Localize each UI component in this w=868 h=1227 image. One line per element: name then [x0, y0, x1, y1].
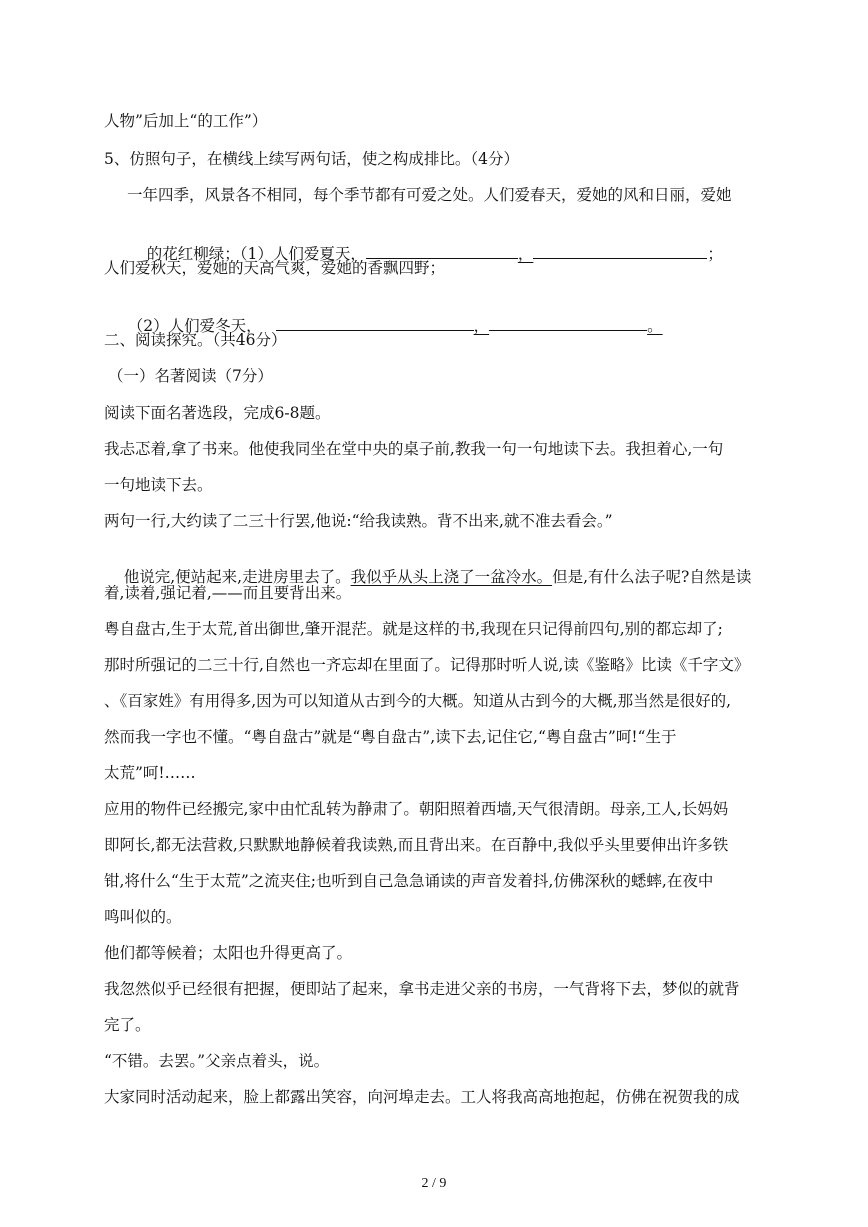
passage-line: 即阿长,都无法营救,只默默地静候着我读熟,而且背出来。在百静中,我似乎头里要伸出许多铁	[104, 836, 729, 854]
passage-line: 着,读着,强记着,——而且要背出来。	[104, 584, 352, 602]
blank-end: 。	[647, 317, 663, 335]
text-line: 人们爱秋天，爱她的天高气爽，爱她的香飘四野；	[104, 259, 446, 277]
answer-blank[interactable]	[533, 242, 707, 259]
answer-blank[interactable]	[276, 314, 474, 331]
text-segment: 的花红柳绿；（1）人们爱夏天，	[146, 245, 366, 263]
question-5-heading: 5、仿照句子，在横线上续写两句话，使之构成排比。（4分）	[104, 150, 519, 168]
passage-line: 应用的物件已经搬完,家中由忙乱转为静肃了。朝阳照着西墙,天气很清朗。母亲,工人,长妈妈	[104, 800, 729, 818]
passage-line: 他们都等候着；太阳也升得更高了。	[104, 944, 353, 962]
underlined-sentence: 我似乎从头上浇了一盆冷水。	[350, 568, 553, 586]
subsection-heading: （一）名著阅读（7分）	[108, 367, 273, 385]
blank-separator: ，	[473, 317, 490, 335]
text-segment: 但是,有什么法子呢?自然是读	[552, 568, 752, 586]
passage-line: 我忽然似乎已经很有把握，便即站了起来，拿书走进父亲的书房，一气背将下去，梦似的就背	[104, 980, 740, 998]
passage-line: 钳,将什么“生于太荒”之流夹住;也听到自己急急诵读的声音发着抖,仿佛深秋的蟋蟀,在夜中	[104, 872, 714, 890]
passage-line: 鸣叫似的。	[104, 908, 182, 926]
instruction-line: 阅读下面名著选段，完成6-8题。	[104, 404, 331, 422]
passage-line: 大家同时活动起来，脸上都露出笑容，向河埠走去。工人将我高高地抱起，仿佛在祝贺我的成	[104, 1088, 740, 1106]
page-number: 2 / 9	[421, 1176, 447, 1191]
answer-blank[interactable]	[366, 242, 518, 259]
passage-line: 然而我一字也不懂。“粤自盘古”就是“粤自盘古”,读下去,记住它,“粤自盘古”呵!“生于	[104, 728, 677, 746]
passage-line: 那时所强记的二三十行,自然也一齐忘却在里面了。记得那时听人说,读《鉴略》比读《千字文》	[104, 656, 750, 674]
answer-blank[interactable]	[489, 314, 647, 331]
passage-line: 太荒”呵!……	[104, 764, 196, 782]
section-heading: 二、阅读探究。（共46分）	[104, 331, 287, 349]
passage-line: “不错。去罢。”父亲点着头，说。	[104, 1052, 330, 1070]
passage-line: 我忐忑着,拿了书来。他使我同坐在堂中央的桌子前,教我一句一句地读下去。我担着心,一句	[104, 440, 724, 458]
passage-line: 一句地读下去。	[104, 476, 213, 494]
text-segment: （2）人们爱冬天，	[127, 317, 262, 335]
text-line: 一年四季，风景各不相同，每个季节都有可爱之处。人们爱春天，爱她的风和日丽，爱她	[127, 186, 732, 204]
passage-line: 完了。	[104, 1016, 151, 1034]
blank-separator: ，	[517, 245, 534, 263]
text-segment: 他说完,便站起来,走进房里去了。	[123, 568, 351, 586]
text-line: 人物”后加上“的工作”）	[104, 112, 268, 130]
passage-line: 两句一行,大约读了二三十行罢,他说:“给我读熟。背不出来,就不准去看会。”	[104, 512, 613, 530]
text-segment: ；	[707, 245, 723, 263]
passage-line: 粤自盘古,生于太荒,首出御世,肇开混茫。就是这样的书,我现在只记得前四句,别的都忘却了;	[104, 620, 723, 638]
passage-line: 、《百家姓》有用得多,因为可以知道从古到今的大概。知道从古到今的大概,那当然是很好的,	[104, 692, 732, 710]
